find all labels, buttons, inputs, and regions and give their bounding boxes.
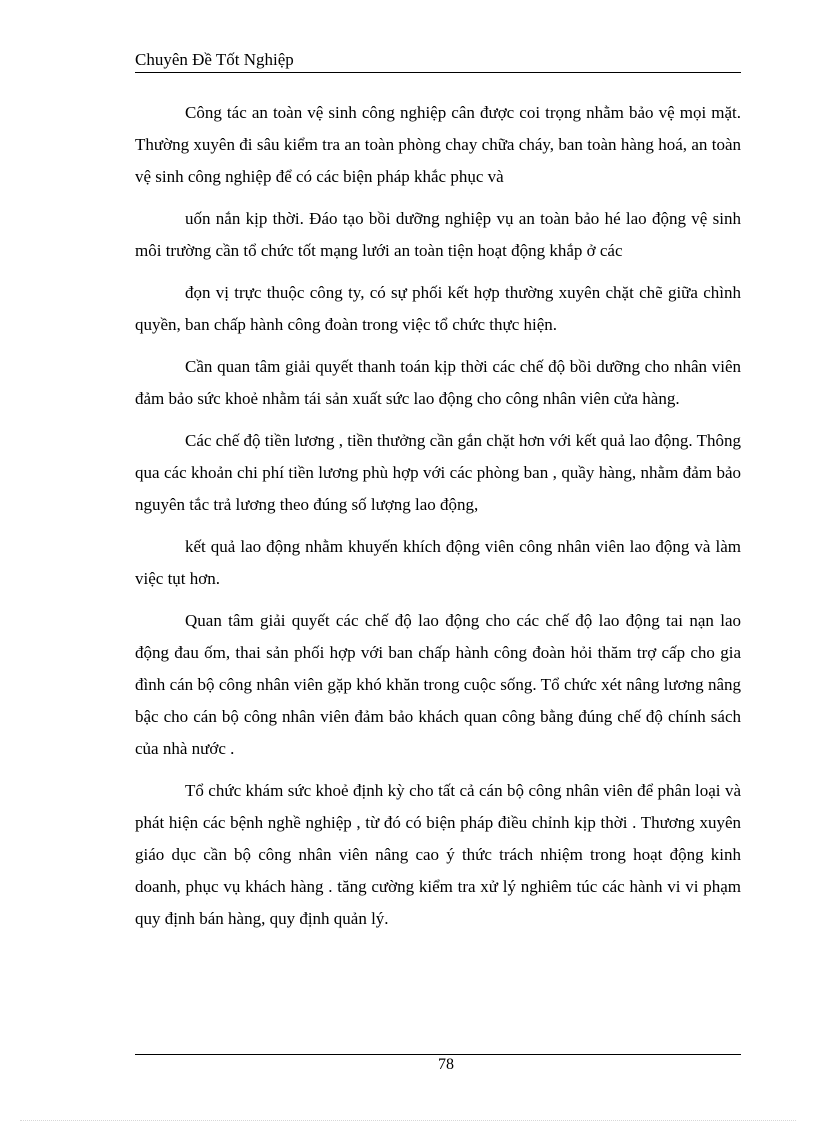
header-title: Chuyên Đề Tốt Nghiệp bbox=[135, 50, 294, 69]
page-header bbox=[135, 48, 741, 73]
paragraph: Tổ chức khám sức khoẻ định kỳ cho tất cả cán bộ công nhân viên để phân loại và phát hiện các bệnh nghề nghiệp , từ đó có biện pháp điều chỉnh kịp thời . Thương xuyên giáo dục cần bộ công nhân viên nâng cao ý thức trách nhiệm trong hoạt động kinh doanh, phục vụ khách hàng . tăng cường kiểm tra xử lý nghiêm túc các hành vi vi phạm quy định bán hàng, quy định quản lý. bbox=[135, 781, 741, 928]
paragraph: Cần quan tâm giải quyết thanh toán kịp thời các chế độ bồi dưỡng cho nhân viên đảm bảo sức khoẻ nhằm tái sản xuất sức lao động cho công nhân viên cửa hàng. bbox=[135, 357, 741, 408]
footer-rule bbox=[135, 1054, 741, 1055]
paragraph: Quan tâm giải quyết các chế độ lao động cho các chế độ lao động tai nạn lao động đau ốm, thai sản phối hợp với ban chấp hành công đoàn hỏi thăm trợ cấp cho gia đình cán bộ công nhân viên gặp khó khăn trong cuộc sống. Tổ chức xét nâng lương nâng bậc cho cán bộ công nhân viên đảm bảo khách quan công bằng đúng chế độ chính sách của nhà nước . bbox=[135, 611, 741, 758]
page-number: 78 bbox=[438, 1056, 454, 1073]
paragraph: Các chế độ tiền lương , tiền thưởng cần gắn chặt hơn với kết quả lao động. Thông qua các khoản chi phí tiền lương phù hợp với các phòng ban , quầy hàng, nhằm đảm bảo nguyên tắc trả lương theo đúng số lượng lao động, bbox=[135, 431, 741, 514]
page-bottom-border bbox=[20, 1120, 796, 1121]
paragraph: kết quả lao động nhằm khuyến khích động viên công nhân viên lao động và làm việc tụt hơn. bbox=[135, 537, 741, 588]
document-body bbox=[135, 97, 741, 945]
paragraph: uốn nắn kịp thời. Đáo tạo bồi dưỡng nghiệp vụ an toàn bảo hé lao động vệ sinh môi trường cần tổ chức tốt mạng lưới an toàn tiện hoạt động khắp ở các bbox=[135, 209, 741, 260]
paragraph: đọn vị trực thuộc công ty, có sự phối kết hợp thường xuyên chặt chẽ giữa chình quyền, ban chấp hành công đoàn trong việc tổ chức thực hiện. bbox=[135, 283, 741, 334]
paragraph: Công tác an toàn vệ sinh công nghiệp cân được coi trọng nhằm bảo vệ mọi mặt. Thường xuyên đi sâu kiểm tra an toàn phòng chay chữa cháy, ban toàn hàng hoá, an toàn vệ sinh công nghiệp để có các biện pháp khắc phục và bbox=[135, 103, 741, 186]
